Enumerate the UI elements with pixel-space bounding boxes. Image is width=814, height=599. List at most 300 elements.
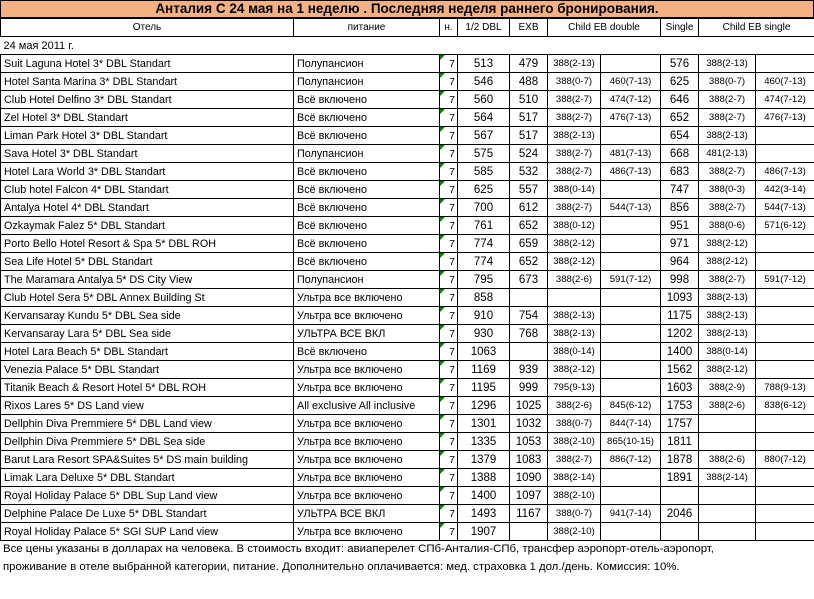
child-double-1-cell: 388(2-7) xyxy=(548,451,601,469)
child-single-1-cell: 388(0-6) xyxy=(699,217,756,235)
child-single-1-cell: 388(2-9) xyxy=(699,379,756,397)
child-double-1-cell: 388(2-6) xyxy=(548,271,601,289)
table-row xyxy=(1,505,814,523)
child-single-2-cell: 838(6-12) xyxy=(756,397,814,415)
hotel-cell: Dellphin Diva Premmiere 5* DBL Land view xyxy=(1,415,294,433)
child-double-2-cell xyxy=(601,253,661,271)
child-single-1-cell xyxy=(699,487,756,505)
exb-cell: 1025 xyxy=(510,397,548,415)
nights-cell: 7 xyxy=(440,469,458,487)
half-dbl-cell: 761 xyxy=(458,217,510,235)
exb-cell: 524 xyxy=(510,145,548,163)
half-dbl-cell: 567 xyxy=(458,127,510,145)
half-dbl-cell: 1301 xyxy=(458,415,510,433)
food-cell: Ультра все включено xyxy=(294,451,440,469)
hotel-cell: Rixos Lares 5* DS Land view xyxy=(1,397,294,415)
half-dbl-cell: 546 xyxy=(458,73,510,91)
child-single-1-cell: 388(2-7) xyxy=(699,109,756,127)
nights-cell: 7 xyxy=(440,271,458,289)
child-double-2-cell xyxy=(601,289,661,307)
table-row xyxy=(1,361,814,379)
half-dbl-cell: 560 xyxy=(458,91,510,109)
table-row xyxy=(1,433,814,451)
single-cell: 1400 xyxy=(661,343,699,361)
child-single-1-cell: 388(2-7) xyxy=(699,271,756,289)
exb-cell xyxy=(510,343,548,361)
child-double-2-cell xyxy=(601,217,661,235)
exb-cell: 1167 xyxy=(510,505,548,523)
header-exb: EXB xyxy=(510,19,548,37)
single-cell: 1093 xyxy=(661,289,699,307)
single-cell: 625 xyxy=(661,73,699,91)
hotel-cell: Kervansaray Lara 5* DBL Sea side xyxy=(1,325,294,343)
nights-cell: 7 xyxy=(440,307,458,325)
nights-cell: 7 xyxy=(440,163,458,181)
single-cell: 1753 xyxy=(661,397,699,415)
half-dbl-cell: 774 xyxy=(458,253,510,271)
food-cell: Всё включено xyxy=(294,91,440,109)
hotel-cell: Dellphin Diva Premmiere 5* DBL Sea side xyxy=(1,433,294,451)
header-row xyxy=(1,19,814,37)
nights-cell: 7 xyxy=(440,217,458,235)
child-single-2-cell xyxy=(756,253,814,271)
child-single-1-cell: 388(0-14) xyxy=(699,343,756,361)
child-single-2-cell: 476(7-13) xyxy=(756,109,814,127)
single-cell: 951 xyxy=(661,217,699,235)
exb-cell: 1053 xyxy=(510,433,548,451)
child-double-2-cell: 886(7-12) xyxy=(601,451,661,469)
hotel-cell: The Maramara Antalya 5* DS City View xyxy=(1,271,294,289)
hotel-cell: Club Hotel Delfino 3* DBL Standart xyxy=(1,91,294,109)
hotel-cell: Sava Hotel 3* DBL Standart xyxy=(1,145,294,163)
child-single-2-cell xyxy=(756,307,814,325)
header-half-dbl: 1/2 DBL xyxy=(458,19,510,37)
child-single-1-cell: 388(0-7) xyxy=(699,73,756,91)
child-double-1-cell: 388(2-7) xyxy=(548,145,601,163)
nights-cell: 7 xyxy=(440,523,458,541)
nights-cell: 7 xyxy=(440,199,458,217)
header-food: питание xyxy=(294,19,440,37)
exb-cell: 652 xyxy=(510,217,548,235)
half-dbl-cell: 700 xyxy=(458,199,510,217)
half-dbl-cell: 1379 xyxy=(458,451,510,469)
table-row xyxy=(1,415,814,433)
child-double-1-cell: 388(2-7) xyxy=(548,163,601,181)
child-single-1-cell: 388(2-7) xyxy=(699,199,756,217)
food-cell: Ультра все включено xyxy=(294,433,440,451)
exb-cell: 939 xyxy=(510,361,548,379)
hotel-cell: Suit Laguna Hotel 3* DBL Standart xyxy=(1,55,294,73)
child-single-1-cell xyxy=(699,433,756,451)
exb-cell: 1090 xyxy=(510,469,548,487)
half-dbl-cell: 564 xyxy=(458,109,510,127)
child-single-1-cell: 388(2-12) xyxy=(699,253,756,271)
food-cell: Всё включено xyxy=(294,109,440,127)
single-cell: 747 xyxy=(661,181,699,199)
exb-cell: 652 xyxy=(510,253,548,271)
single-cell: 683 xyxy=(661,163,699,181)
exb-cell: 999 xyxy=(510,379,548,397)
child-single-1-cell: 388(2-6) xyxy=(699,397,756,415)
footer-line-2: проживание в отеле выбранной категории, питание. Дополнительно оплачивается: мед. страховка 1 дол./день. Комиссия: 10%. xyxy=(3,561,680,573)
half-dbl-cell: 1400 xyxy=(458,487,510,505)
half-dbl-cell: 910 xyxy=(458,307,510,325)
table-row xyxy=(1,127,814,145)
child-single-2-cell xyxy=(756,127,814,145)
food-cell: Всё включено xyxy=(294,343,440,361)
child-single-2-cell xyxy=(756,325,814,343)
nights-cell: 7 xyxy=(440,145,458,163)
child-double-1-cell: 388(2-13) xyxy=(548,307,601,325)
half-dbl-cell: 585 xyxy=(458,163,510,181)
hotel-cell: Delphine Palace De Luxe 5* DBL Standart xyxy=(1,505,294,523)
single-cell: 2046 xyxy=(661,505,699,523)
child-double-1-cell: 388(0-7) xyxy=(548,505,601,523)
nights-cell: 7 xyxy=(440,361,458,379)
child-double-2-cell: 865(10-15) xyxy=(601,433,661,451)
child-double-1-cell xyxy=(548,289,601,307)
child-double-1-cell: 388(2-10) xyxy=(548,523,601,541)
food-cell: Ультра все включено xyxy=(294,361,440,379)
hotel-cell: Club Hotel Sera 5* DBL Annex Building St xyxy=(1,289,294,307)
nights-cell: 7 xyxy=(440,397,458,415)
child-double-2-cell xyxy=(601,361,661,379)
half-dbl-cell: 1296 xyxy=(458,397,510,415)
half-dbl-cell: 1907 xyxy=(458,523,510,541)
single-cell xyxy=(661,487,699,505)
food-cell: All exclusive All inclusive xyxy=(294,397,440,415)
half-dbl-cell: 513 xyxy=(458,55,510,73)
food-cell: Ультра все включено xyxy=(294,469,440,487)
header-nights: н. xyxy=(440,19,458,37)
child-double-2-cell xyxy=(601,181,661,199)
nights-cell: 7 xyxy=(440,127,458,145)
half-dbl-cell: 625 xyxy=(458,181,510,199)
child-double-1-cell: 388(2-12) xyxy=(548,235,601,253)
child-double-2-cell: 591(7-12) xyxy=(601,271,661,289)
nights-cell: 7 xyxy=(440,325,458,343)
table-row xyxy=(1,307,814,325)
child-single-2-cell xyxy=(756,433,814,451)
child-single-2-cell: 460(7-13) xyxy=(756,73,814,91)
food-cell: УЛЬТРА ВСЕ ВКЛ xyxy=(294,505,440,523)
child-single-1-cell: 388(2-13) xyxy=(699,307,756,325)
nights-cell: 7 xyxy=(440,235,458,253)
child-single-1-cell: 388(2-7) xyxy=(699,91,756,109)
hotel-cell: Titanik Beach & Resort Hotel 5* DBL ROH xyxy=(1,379,294,397)
table-row xyxy=(1,253,814,271)
table-row xyxy=(1,217,814,235)
footer-line-1: Все цены указаны в долларах на человека. В стоимость входит: авиаперелет СПб-Анталия-СПб, трансфер аэропорт-отель-аэропорт, xyxy=(3,543,714,555)
single-cell: 652 xyxy=(661,109,699,127)
single-cell: 1878 xyxy=(661,451,699,469)
child-double-2-cell xyxy=(601,487,661,505)
single-cell: 1603 xyxy=(661,379,699,397)
exb-cell: 510 xyxy=(510,91,548,109)
table-row xyxy=(1,235,814,253)
table-row xyxy=(1,109,814,127)
child-single-1-cell: 388(0-3) xyxy=(699,181,756,199)
child-single-1-cell xyxy=(699,505,756,523)
child-double-2-cell xyxy=(601,325,661,343)
child-single-1-cell: 388(2-13) xyxy=(699,289,756,307)
child-double-1-cell: 388(2-7) xyxy=(548,199,601,217)
child-single-2-cell xyxy=(756,487,814,505)
table-row xyxy=(1,55,814,73)
nights-cell: 7 xyxy=(440,109,458,127)
exb-cell: 612 xyxy=(510,199,548,217)
nights-cell: 7 xyxy=(440,487,458,505)
single-cell: 971 xyxy=(661,235,699,253)
food-cell: Всё включено xyxy=(294,127,440,145)
exb-cell xyxy=(510,289,548,307)
half-dbl-cell: 1063 xyxy=(458,343,510,361)
child-double-2-cell: 474(7-12) xyxy=(601,91,661,109)
exb-cell xyxy=(510,523,548,541)
nights-cell: 7 xyxy=(440,289,458,307)
header-child-eb-double: Child EB double xyxy=(548,19,661,37)
exb-cell: 1083 xyxy=(510,451,548,469)
hotel-cell: Zel Hotel 3* DBL Standart xyxy=(1,109,294,127)
child-single-2-cell xyxy=(756,469,814,487)
hotel-cell: Club hotel Falcon 4* DBL Standart xyxy=(1,181,294,199)
child-double-2-cell: 476(7-13) xyxy=(601,109,661,127)
exb-cell: 768 xyxy=(510,325,548,343)
food-cell: Полупансион xyxy=(294,145,440,163)
table-row xyxy=(1,325,814,343)
child-double-2-cell: 544(7-13) xyxy=(601,199,661,217)
child-double-1-cell: 388(2-13) xyxy=(548,325,601,343)
child-double-2-cell xyxy=(601,379,661,397)
table-row xyxy=(1,271,814,289)
food-cell: Ультра все включено xyxy=(294,487,440,505)
child-single-1-cell xyxy=(699,415,756,433)
table-row xyxy=(1,163,814,181)
table-row xyxy=(1,451,814,469)
child-single-2-cell xyxy=(756,343,814,361)
child-double-2-cell: 460(7-13) xyxy=(601,73,661,91)
child-single-2-cell xyxy=(756,415,814,433)
single-cell: 1811 xyxy=(661,433,699,451)
food-cell: Ультра все включено xyxy=(294,523,440,541)
child-double-2-cell: 486(7-13) xyxy=(601,163,661,181)
child-double-2-cell xyxy=(601,235,661,253)
child-single-2-cell: 571(6-12) xyxy=(756,217,814,235)
table-row xyxy=(1,397,814,415)
child-double-1-cell: 388(0-14) xyxy=(548,343,601,361)
food-cell: Всё включено xyxy=(294,253,440,271)
exb-cell: 517 xyxy=(510,109,548,127)
food-cell: Ультра все включено xyxy=(294,307,440,325)
half-dbl-cell: 1388 xyxy=(458,469,510,487)
nights-cell: 7 xyxy=(440,379,458,397)
nights-cell: 7 xyxy=(440,91,458,109)
hotel-cell: Royal Holiday Palace 5* DBL Sup Land view xyxy=(1,487,294,505)
hotel-cell: Antalya Hotel 4* DBL Standart xyxy=(1,199,294,217)
child-single-2-cell xyxy=(756,55,814,73)
header-single: Single xyxy=(661,19,699,37)
date-row xyxy=(1,37,814,55)
hotel-cell: Royal Holiday Palace 5* SGI SUP Land view xyxy=(1,523,294,541)
child-single-2-cell xyxy=(756,505,814,523)
child-single-2-cell xyxy=(756,145,814,163)
food-cell: Полупансион xyxy=(294,271,440,289)
food-cell: Ультра все включено xyxy=(294,415,440,433)
child-double-2-cell xyxy=(601,55,661,73)
hotel-cell: Ozkaymak Falez 5* DBL Standart xyxy=(1,217,294,235)
child-single-1-cell xyxy=(699,523,756,541)
hotel-cell: Liman Park Hotel 3* DBL Standart xyxy=(1,127,294,145)
food-cell: Всё включено xyxy=(294,217,440,235)
table-row xyxy=(1,73,814,91)
food-cell: Полупансион xyxy=(294,55,440,73)
single-cell: 1891 xyxy=(661,469,699,487)
child-double-2-cell: 844(7-14) xyxy=(601,415,661,433)
child-double-2-cell: 481(7-13) xyxy=(601,145,661,163)
child-double-2-cell: 845(6-12) xyxy=(601,397,661,415)
child-single-2-cell: 474(7-12) xyxy=(756,91,814,109)
half-dbl-cell: 858 xyxy=(458,289,510,307)
hotel-cell: Porto Bello Hotel Resort & Spa 5* DBL ROH xyxy=(1,235,294,253)
child-single-1-cell: 388(2-14) xyxy=(699,469,756,487)
hotel-cell: Sea Life Hotel 5* DBL Standart xyxy=(1,253,294,271)
half-dbl-cell: 1493 xyxy=(458,505,510,523)
child-double-2-cell xyxy=(601,523,661,541)
child-double-1-cell: 388(2-7) xyxy=(548,91,601,109)
nights-cell: 7 xyxy=(440,73,458,91)
child-double-2-cell xyxy=(601,127,661,145)
nights-cell: 7 xyxy=(440,343,458,361)
hotel-cell: Kervansaray Kundu 5* DBL Sea side xyxy=(1,307,294,325)
child-double-1-cell: 388(2-7) xyxy=(548,109,601,127)
single-cell: 1202 xyxy=(661,325,699,343)
child-double-1-cell: 388(0-12) xyxy=(548,217,601,235)
hotel-cell: Hotel Lara World 3* DBL Standart xyxy=(1,163,294,181)
child-single-1-cell: 388(2-13) xyxy=(699,127,756,145)
single-cell: 668 xyxy=(661,145,699,163)
child-double-1-cell: 388(0-7) xyxy=(548,415,601,433)
child-single-2-cell: 591(7-12) xyxy=(756,271,814,289)
date-label: 24 мая 2011 г. xyxy=(3,39,74,52)
table-row xyxy=(1,487,814,505)
child-single-2-cell xyxy=(756,235,814,253)
child-single-1-cell: 388(2-12) xyxy=(699,235,756,253)
single-cell xyxy=(661,523,699,541)
header-hotel: Отель xyxy=(1,19,294,37)
hotel-cell: Hotel Lara Beach 5* DBL Standart xyxy=(1,343,294,361)
hotel-cell: Barut Lara Resort SPA&Suites 5* DS main building xyxy=(1,451,294,469)
half-dbl-cell: 795 xyxy=(458,271,510,289)
nights-cell: 7 xyxy=(440,451,458,469)
exb-cell: 659 xyxy=(510,235,548,253)
half-dbl-cell: 774 xyxy=(458,235,510,253)
child-double-1-cell: 388(2-13) xyxy=(548,55,601,73)
exb-cell: 754 xyxy=(510,307,548,325)
exb-cell: 1032 xyxy=(510,415,548,433)
footer-note xyxy=(3,540,809,576)
child-double-1-cell: 388(2-12) xyxy=(548,361,601,379)
child-double-1-cell: 388(0-7) xyxy=(548,73,601,91)
single-cell: 1175 xyxy=(661,307,699,325)
exb-cell: 488 xyxy=(510,73,548,91)
table-row xyxy=(1,343,814,361)
child-single-1-cell: 388(2-12) xyxy=(699,361,756,379)
food-cell: УЛЬТРА ВСЕ ВКЛ xyxy=(294,325,440,343)
food-cell: Ультра все включено xyxy=(294,379,440,397)
exb-cell: 557 xyxy=(510,181,548,199)
single-cell: 1757 xyxy=(661,415,699,433)
child-single-2-cell xyxy=(756,523,814,541)
food-cell: Ультра все включено xyxy=(294,289,440,307)
child-single-2-cell: 442(3-14) xyxy=(756,181,814,199)
food-cell: Всё включено xyxy=(294,181,440,199)
hotel-cell: Hotel Santa Marina 3* DBL Standart xyxy=(1,73,294,91)
child-double-1-cell: 388(2-10) xyxy=(548,433,601,451)
child-double-1-cell: 388(2-13) xyxy=(548,127,601,145)
food-cell: Всё включено xyxy=(294,235,440,253)
nights-cell: 7 xyxy=(440,415,458,433)
nights-cell: 7 xyxy=(440,181,458,199)
half-dbl-cell: 1195 xyxy=(458,379,510,397)
child-single-2-cell xyxy=(756,289,814,307)
child-single-1-cell: 388(2-7) xyxy=(699,163,756,181)
child-double-2-cell xyxy=(601,343,661,361)
table-row xyxy=(1,523,814,541)
child-double-1-cell: 388(0-14) xyxy=(548,181,601,199)
child-double-2-cell: 941(7-14) xyxy=(601,505,661,523)
single-cell: 964 xyxy=(661,253,699,271)
single-cell: 1562 xyxy=(661,361,699,379)
exb-cell: 673 xyxy=(510,271,548,289)
hotel-cell: Limak Lara Deluxe 5* DBL Standart xyxy=(1,469,294,487)
exb-cell: 1097 xyxy=(510,487,548,505)
single-cell: 654 xyxy=(661,127,699,145)
child-single-2-cell: 544(7-13) xyxy=(756,199,814,217)
food-cell: Всё включено xyxy=(294,199,440,217)
hotel-cell: Venezia Palace 5* DBL Standart xyxy=(1,361,294,379)
child-single-1-cell: 388(2-13) xyxy=(699,55,756,73)
exb-cell: 479 xyxy=(510,55,548,73)
child-single-1-cell: 388(2-13) xyxy=(699,325,756,343)
single-cell: 646 xyxy=(661,91,699,109)
half-dbl-cell: 1335 xyxy=(458,433,510,451)
table-row xyxy=(1,379,814,397)
table-body xyxy=(1,55,814,541)
child-double-1-cell: 388(2-14) xyxy=(548,469,601,487)
exb-cell: 517 xyxy=(510,127,548,145)
child-double-1-cell: 795(9-13) xyxy=(548,379,601,397)
table-row xyxy=(1,91,814,109)
table-row xyxy=(1,469,814,487)
sheet-title: Анталия С 24 мая на 1 неделю . Последняя неделя раннего бронирования. xyxy=(0,0,814,18)
half-dbl-cell: 1169 xyxy=(458,361,510,379)
table-row xyxy=(1,145,814,163)
child-single-2-cell xyxy=(756,361,814,379)
single-cell: 998 xyxy=(661,271,699,289)
table-row xyxy=(1,199,814,217)
nights-cell: 7 xyxy=(440,433,458,451)
child-single-1-cell: 388(2-6) xyxy=(699,451,756,469)
nights-cell: 7 xyxy=(440,55,458,73)
food-cell: Полупансион xyxy=(294,73,440,91)
child-single-2-cell: 880(7-12) xyxy=(756,451,814,469)
child-single-2-cell: 486(7-13) xyxy=(756,163,814,181)
nights-cell: 7 xyxy=(440,253,458,271)
nights-cell: 7 xyxy=(440,505,458,523)
child-double-1-cell: 388(2-12) xyxy=(548,253,601,271)
child-double-2-cell xyxy=(601,307,661,325)
half-dbl-cell: 575 xyxy=(458,145,510,163)
